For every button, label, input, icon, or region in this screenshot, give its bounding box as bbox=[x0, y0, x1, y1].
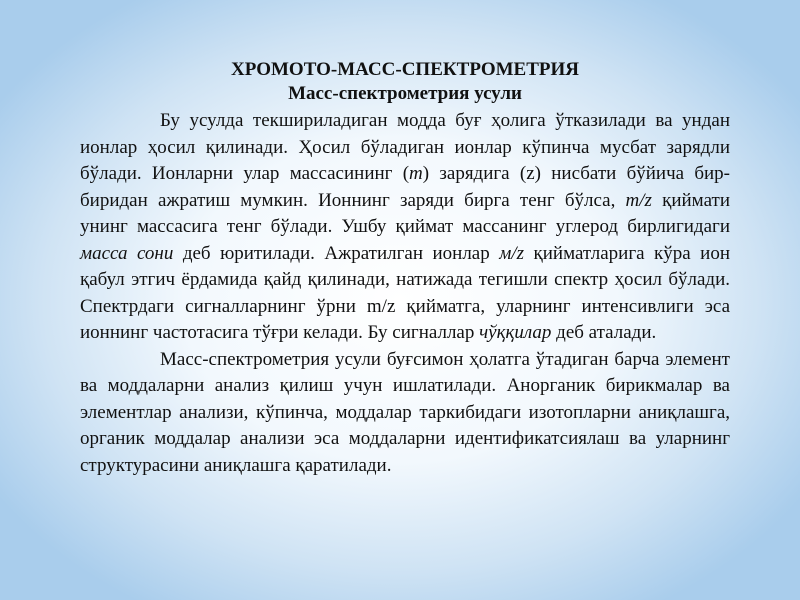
p1-italic-mz: m/z bbox=[625, 189, 652, 211]
p1-text-c: қиймати унинг массасига тенг бўлади. Ушбу қиймат массанинг углерод бирлигидаги bbox=[80, 189, 730, 237]
paragraph-1 bbox=[80, 108, 730, 347]
p1-italic-mz-2: м/z bbox=[499, 242, 525, 264]
p1-text-b: ) зарядига (z) нисбати бўйича бир-биридан ажратиш мумкин. Ионнинг заряди бирга тенг бўлса, bbox=[80, 163, 731, 211]
paragraph-2: Масс-спектрометрия усули буғсимон ҳолатга ўтадиган барча элемент ва моддаларни анализ қилиш учун ишлатилади. Анорганик бирикмалар ва элементлар анализи, кўпинча, моддалар таркибидаги изотопларни аниқлашга, органик моддалар анализи эса моддаларни идентификатсиялаш ва уларнинг структурасини аниқлашга қаратилади. bbox=[80, 348, 730, 476]
p1-italic-mass-number: масса сони bbox=[80, 242, 174, 264]
page-title: ХРОМОТО-МАСС-СПЕКТРОМЕТРИЯ bbox=[231, 59, 579, 80]
text-block bbox=[80, 58, 730, 479]
p1-italic-m: m bbox=[409, 163, 423, 184]
p1-text-a: Бу усулда текшириладиган модда буғ ҳолига ўтказилади ва ундан ионлар ҳосил қилинади. Ҳосил бўладиган ионлар кўпинча мусбат зарядли бўлади. Ионларни улар массасининг ( bbox=[80, 110, 730, 184]
p1-text-d: деб юритилади. Ажратилган ионлар bbox=[173, 242, 500, 264]
p1-text-f: деб аталади. bbox=[551, 322, 657, 343]
p1-text-e: қийматларига кўра ион қабул этгич ёрдамида қайд қилинади, натижада тегишли спектр ҳосил бўлади. Спектрдаги сигналларнинг ўрни m/z қийматга, уларнинг интенсивлиги эса ионнинг частотасига тўғри келади. Бу сигналлар bbox=[80, 242, 730, 343]
section-subtitle: Масс-спектрометрия усули bbox=[288, 83, 522, 104]
p1-italic-peaks: чўққилар bbox=[479, 322, 552, 343]
